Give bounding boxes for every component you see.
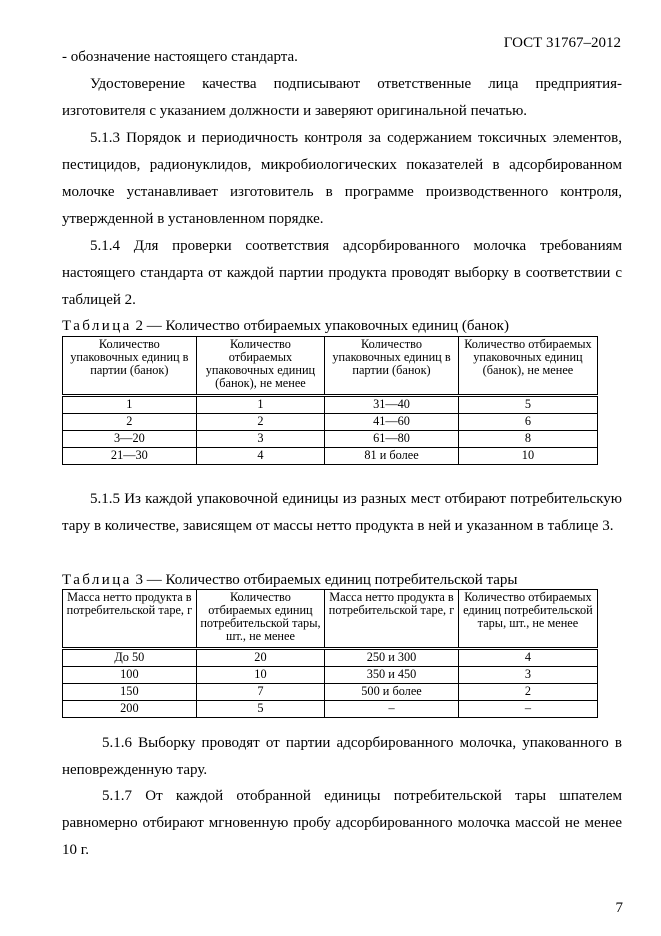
- table-cell: 21—30: [63, 448, 197, 465]
- table-cell: 5: [458, 396, 597, 414]
- table-row: [63, 431, 598, 448]
- table-header-cell: Количество отбираемых единиц потребительской тары, шт., не менее: [458, 590, 597, 649]
- table-cell: 10: [196, 667, 324, 684]
- table-cell: 31—40: [325, 396, 459, 414]
- paragraph-5-1-7: 5.1.7 От каждой отобранной единицы потребительской тары шпателем равномерно отбирают мгновенную пробу адсорбированного молочка массой не менее 10 г.: [62, 788, 622, 858]
- paragraph-5-1-5: 5.1.5 Из каждой упаковочной единицы из разных мест отбирают потребительскую тару в количестве, зависящем от массы нетто продукта в ней и указанном в таблице 3.: [62, 491, 622, 534]
- table-cell: 150: [63, 684, 197, 701]
- table-cell: 8: [458, 431, 597, 448]
- table-header-cell: Количество упаковочных единиц в партии (банок): [325, 337, 459, 396]
- table3-caption: [62, 572, 518, 589]
- paragraph-5-1-4: 5.1.4 Для проверки соответствия адсорбированного молочка требованиям настоящего стандарта от каждой партии продукта проводят выборку в соответствии с таблицей 2.: [62, 238, 622, 308]
- table-row: [63, 396, 598, 414]
- table-row: [63, 448, 598, 465]
- table-cell: 7: [196, 684, 324, 701]
- table-cell: 1: [196, 396, 324, 414]
- table-cell: –: [458, 701, 597, 718]
- table2-caption-label: Таблица: [62, 318, 132, 334]
- table3: [62, 589, 598, 718]
- table-cell: 1: [63, 396, 197, 414]
- page-number: 7: [615, 900, 623, 916]
- table-cell: 6: [458, 414, 597, 431]
- table-header-cell: Количество упаковочных единиц в партии (банок): [63, 337, 197, 396]
- table3-caption-label: Таблица: [62, 572, 132, 588]
- table-header-cell: Количество отбираемых единиц потребительской тары, шт., не менее: [196, 590, 324, 649]
- table-cell: 5: [196, 701, 324, 718]
- table-cell: 4: [196, 448, 324, 465]
- table-cell: До 50: [63, 649, 197, 667]
- table-cell: –: [325, 701, 459, 718]
- table-cell: 61—80: [325, 431, 459, 448]
- table-cell: 2: [458, 684, 597, 701]
- paragraph-5-1-3: 5.1.3 Порядок и периодичность контроля за содержанием токсичных элементов, пестицидов, радионуклидов, микробиологических показателей в адсорбированном молочке устанавливает изготовитель в программе производственного контроля, утвержденной в установленном порядке.: [62, 130, 622, 227]
- table-header-cell: Масса нетто продукта в потребительской таре, г: [325, 590, 459, 649]
- table-row: [63, 684, 598, 701]
- table-header-cell: Количество отбираемых упаковочных единиц (банок), не менее: [196, 337, 324, 396]
- table-header-cell: Масса нетто продукта в потребительской таре, г: [63, 590, 197, 649]
- table-cell: 250 и 300: [325, 649, 459, 667]
- table-cell: 41—60: [325, 414, 459, 431]
- table-header-cell: Количество отбираемых упаковочных единиц (банок), не менее: [458, 337, 597, 396]
- table-cell: 3—20: [63, 431, 197, 448]
- table-cell: 100: [63, 667, 197, 684]
- table-cell: 200: [63, 701, 197, 718]
- paragraph-designation: - обозначение настоящего стандарта.: [62, 49, 298, 65]
- paragraph-quality-certificate: Удостоверение качества подписывают ответственные лица предприятия-изготовителя с указанием должности и заверяют оригинальной печатью.: [62, 76, 622, 119]
- table-cell: 20: [196, 649, 324, 667]
- table-header-row: [63, 337, 598, 396]
- table-cell: 500 и более: [325, 684, 459, 701]
- table2-caption-text: 2 — Количество отбираемых упаковочных единиц (банок): [135, 318, 509, 334]
- table-row: [63, 649, 598, 667]
- table-cell: 2: [63, 414, 197, 431]
- table2-caption: [62, 318, 509, 335]
- document-header: ГОСТ 31767–2012: [503, 35, 621, 51]
- table-row: [63, 701, 598, 718]
- table3-caption-text: 3 — Количество отбираемых единиц потребительской тары: [135, 572, 518, 588]
- table-cell: 350 и 450: [325, 667, 459, 684]
- paragraph-5-1-6: 5.1.6 Выборку проводят от партии адсорбированного молочка, упакованного в неповрежденную тару.: [62, 735, 622, 778]
- table-row: [63, 667, 598, 684]
- table-header-row: [63, 590, 598, 649]
- table2: [62, 336, 598, 465]
- table-row: [63, 414, 598, 431]
- table-cell: 3: [458, 667, 597, 684]
- table-cell: 3: [196, 431, 324, 448]
- table-cell: 10: [458, 448, 597, 465]
- table-cell: 2: [196, 414, 324, 431]
- table-cell: 4: [458, 649, 597, 667]
- table-cell: 81 и более: [325, 448, 459, 465]
